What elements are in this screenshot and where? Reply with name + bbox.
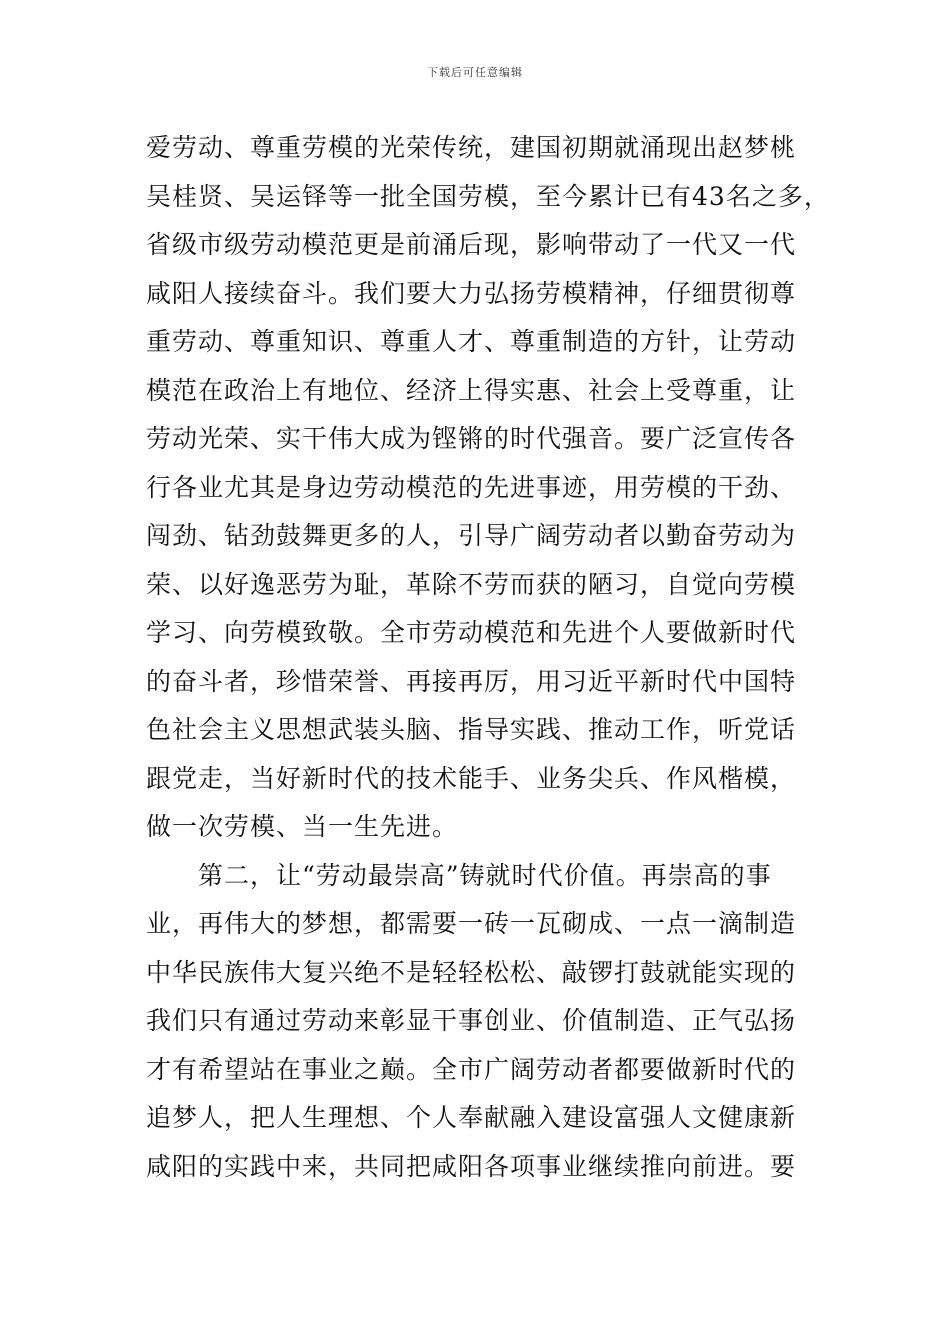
text-line: 学习、向劳模致敬。全市劳动模范和先进个人要做新时代 [146,618,797,647]
text-line: 色社会主义思想武装头脑、指导实践、推动工作，听党话 [146,715,797,744]
text-line: 业，再伟大的梦想，都需要一砖一瓦砌成、一点一滴制造 [146,909,797,938]
text-line: 荣、以好逸恶劳为耻，革除不劳而获的陋习，自觉向劳模 [146,569,797,599]
body-text [146,124,830,1191]
text-line: 重劳动、尊重知识、尊重人才、尊重制造的方针，让劳动 [146,327,797,356]
text-line: 爱劳动、尊重劳模的光荣传统，建国初期就涌现出赵梦桃 [146,133,797,162]
text-line: 追梦人，把人生理想、个人奉献融入建设富强人文健康新 [146,1103,797,1132]
text-line: 咸阳的实践中来，共同把咸阳各项事业继续推向前进。要 [146,1151,797,1181]
text-line: 模范在政治上有地位、经济上得实惠、社会上受尊重，让 [146,375,797,405]
text-line: 吴桂贤、吴运铎等一批全国劳模，至今累计已有43名之多， [146,181,830,211]
text-line: 的奋斗者，珍惜荣誉、再接再厉，用习近平新时代中国特 [146,666,797,696]
text-line: 行各业尤其是身边劳动模范的先进事迹，用劳模的干劲、 [146,472,797,502]
text-line: 中华民族伟大复兴绝不是轻轻松松、敲锣打鼓就能实现的 [146,957,797,987]
text-line: 做一次劳模、当一生先进。 [146,812,459,841]
text-line: 劳动光荣、实干伟大成为铿锵的时代强音。要广泛宣传各 [146,424,797,453]
text-line: 跟党走，当好新时代的技术能手、业务尖兵、作风楷模， [146,763,797,793]
text-line: 省级市级劳动模范更是前涌后现，影响带动了一代又一代 [146,230,797,259]
text-line: 我们只有通过劳动来彰显干事创业、价值制造、正气弘扬 [146,1006,797,1035]
text-line: 才有希望站在事业之巅。全市广阔劳动者都要做新时代的 [146,1054,797,1084]
page-header: 下载后可任意编辑 [427,66,523,79]
text-line: 咸阳人接续奋斗。我们要大力弘扬劳模精神，仔细贯彻尊 [146,278,797,308]
paragraph-start-line: 第二，让“劳动最崇高”铸就时代价值。再崇高的事 [198,860,772,890]
text-line: 闯劲、钻劲鼓舞更多的人，引导广阔劳动者以勤奋劳动为 [146,521,797,550]
